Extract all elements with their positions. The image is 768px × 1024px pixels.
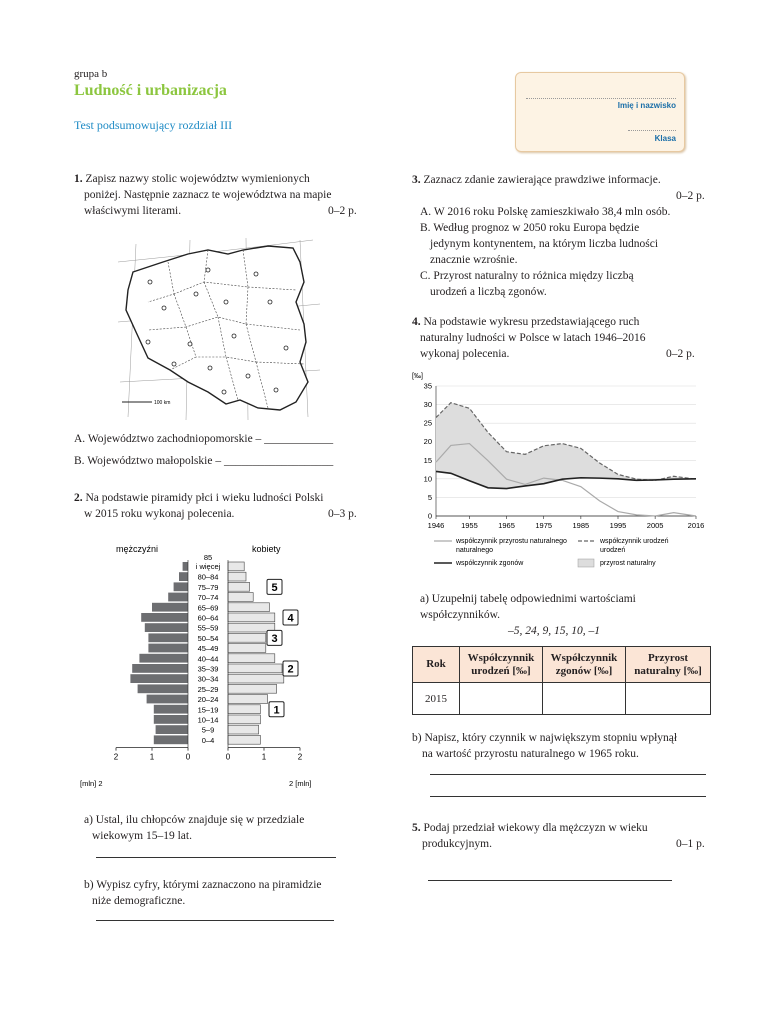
q4b-line1: b) Napisz, który czynnik w największym stopniu wpłynął — [412, 732, 678, 744]
table-header-births: Współczynnik urodzeń [‰] — [460, 647, 543, 683]
q3-option-c-line2: urodzeń a liczbą zgonów. — [430, 286, 547, 298]
q3-number: 3. — [412, 174, 421, 186]
pyramid-bar-female — [228, 582, 250, 591]
pyramid-bar-female — [228, 715, 260, 724]
legend-births: współczynnik urodzeń — [600, 538, 669, 545]
pyramid-age-label: 55–59 — [197, 623, 219, 633]
pyramid-age-label: 25–29 — [197, 684, 219, 694]
pyramid-age-label: 10–14 — [197, 715, 219, 725]
table-cell-deaths[interactable] — [543, 683, 626, 715]
q4-number: 4. — [412, 316, 421, 328]
pyramid-age-label: 75–79 — [197, 582, 219, 592]
chart-legend — [434, 538, 669, 567]
q1-answer-b[interactable]: B. Województwo małopolskie – ___________________ — [74, 455, 334, 467]
pyramid-bar-female — [228, 603, 269, 612]
pyramid-bar-male — [139, 654, 188, 663]
pyramid-marker-label: 4 — [287, 612, 294, 625]
pyramid-age-label: 30–34 — [197, 674, 219, 684]
pyramid-age-label: 40–44 — [197, 654, 219, 664]
coefficients-table — [412, 646, 711, 715]
pyramid-age-label: 35–39 — [197, 664, 219, 674]
pyramid-bar-male — [174, 582, 188, 591]
q4-values: –5, 24, 9, 15, 10, –1 — [508, 625, 600, 637]
pyramid-age-label: i więcej — [195, 562, 221, 571]
pyramid-tick-label: 2 — [297, 752, 303, 762]
chart-xtick-label: 1995 — [609, 521, 627, 530]
scale-label: 100 km — [154, 400, 171, 406]
q4-line3: wykonaj polecenia. — [420, 348, 510, 360]
table-cell-year: 2015 — [413, 683, 460, 715]
chart-xtick-label: 2016 — [687, 521, 705, 530]
name-line[interactable] — [526, 98, 676, 99]
chart-xtick-label: 1975 — [535, 521, 553, 530]
chart-ytick-label: 10 — [423, 474, 432, 484]
poland-outline — [126, 246, 308, 410]
pyramid-bar-female — [228, 654, 275, 663]
group-label: grupa b — [74, 68, 108, 80]
pyramid-marker-label: 5 — [271, 581, 278, 594]
table-header-year: Rok — [413, 647, 460, 683]
q5-number: 5. — [412, 822, 421, 834]
pyramid-tick-label: 1 — [149, 752, 155, 762]
pyramid-bar-female — [228, 572, 246, 581]
chart-ytick-label: 15 — [423, 455, 432, 465]
q2-line1: 2. Na podstawie piramidy płci i wieku ludności Polski — [74, 492, 324, 504]
pyramid-age-label: 70–74 — [197, 593, 219, 603]
chart-xtick-label: 1946 — [427, 521, 445, 530]
q5-points: 0–1 p. — [676, 838, 705, 850]
chart-xtick-label: 1985 — [572, 521, 590, 530]
pyramid-bar-male — [152, 603, 188, 612]
pyramid-bar-female — [228, 562, 244, 571]
pyramid-bar-male — [183, 562, 188, 571]
q3-option-a[interactable]: A. W 2016 roku Polskę zamieszkiwało 38,4 mln osób. — [420, 206, 671, 218]
pyramid-bar-female — [228, 633, 266, 642]
pyramid-bar-female — [228, 674, 284, 683]
pyramid-age-label: 15–19 — [197, 705, 219, 715]
q4b-line2: na wartość przyrostu naturalnego w 1965 roku. — [422, 748, 639, 760]
pyramid-bar-male — [154, 715, 188, 724]
pyramid-bar-male — [147, 695, 188, 704]
pyramid-bar-female — [228, 593, 253, 602]
chart-ytick-label: 30 — [423, 400, 432, 410]
class-label: Klasa — [654, 134, 676, 143]
poland-map — [108, 232, 326, 424]
pyramid-age-label: 0–4 — [201, 735, 215, 745]
pyramid-bar-female — [228, 735, 260, 744]
q4-line1: 4. Na podstawie wykresu przedstawiającego ruch — [412, 316, 640, 328]
q1-number: 1. — [74, 173, 83, 185]
pyramid-bar-female — [228, 705, 260, 714]
pyramid-tick-label: 0 — [185, 752, 191, 762]
q4b-answer-line2[interactable] — [430, 796, 706, 797]
pyramid-bar-male — [154, 705, 188, 714]
legend-deaths: współczynnik zgonów — [456, 560, 524, 567]
pyramid-bar-male — [156, 725, 188, 734]
chart-xtick-label: 2005 — [646, 521, 664, 530]
pyramid-bar-female — [228, 613, 275, 622]
q1-answer-a[interactable]: A. Województwo zachodniopomorskie – ____________ — [74, 433, 334, 445]
q2-points: 0–3 p. — [328, 508, 357, 520]
pyramid-female-label: kobiety — [252, 544, 281, 554]
q1-points: 0–2 p. — [328, 205, 357, 217]
legend-swatch-growth — [578, 559, 594, 567]
q2a-line1: a) Ustal, ilu chłopców znajduje się w przedziale — [84, 814, 305, 826]
pyramid-unit-left: [mln] 2 — [80, 779, 103, 788]
pyramid-age-label: 45–49 — [197, 644, 219, 654]
q4-points: 0–2 p. — [666, 348, 695, 360]
pyramid-marker-label: 3 — [271, 632, 278, 645]
pyramid-unit-right: 2 [mln] — [289, 779, 312, 788]
chart-ytick-label: 5 — [427, 492, 432, 502]
q3-line1: 3. Zaznacz zdanie zawierające prawdziwe informacje. — [412, 174, 661, 186]
q2a-answer-line[interactable] — [96, 857, 336, 858]
legend-rate: współczynnik przyrostu naturalnego — [456, 538, 567, 545]
name-label: Imię i nazwisko — [617, 101, 676, 110]
class-line[interactable] — [628, 130, 676, 131]
table-header-growth: Przyrost naturalny [‰] — [626, 647, 711, 683]
q1-line3: właściwymi literami. — [84, 205, 182, 217]
legend-births-cont: urodzeń — [600, 547, 626, 554]
q5-line1: 5. Podaj przedział wiekowy dla mężczyzn w wieku — [412, 822, 648, 834]
q2b-answer-line[interactable] — [96, 920, 334, 921]
chart-ytick-label: 20 — [423, 437, 432, 447]
pyramid-age-label: 5–9 — [201, 725, 215, 735]
pyramid-bar-male — [130, 674, 188, 683]
pyramid-male-label: mężczyźni — [116, 544, 159, 554]
q3-option-b-line3: znacznie wzrośnie. — [430, 254, 518, 266]
pyramid-age-label: 60–64 — [197, 613, 219, 623]
pyramid-bar-male — [154, 735, 188, 744]
table-cell-births[interactable] — [460, 683, 543, 715]
q5-answer-line[interactable] — [428, 880, 672, 881]
chart-ytick-label: 0 — [427, 511, 432, 521]
q3-option-c-line1[interactable]: C. Przyrost naturalny to różnica między liczbą — [420, 270, 634, 282]
q2-line2: w 2015 roku wykonaj polecenia. — [84, 508, 235, 520]
chart-ytick-label: 25 — [423, 418, 432, 428]
q2-number: 2. — [74, 492, 83, 504]
pyramid-bar-female — [228, 664, 282, 673]
pyramid-bar-male — [148, 633, 188, 642]
q3-option-b-line1[interactable]: B. Według prognoz w 2050 roku Europa będzie — [420, 222, 640, 234]
q2b-line1: b) Wypisz cyfry, którymi zaznaczono na piramidzie — [84, 879, 322, 891]
population-pyramid — [80, 538, 344, 790]
pyramid-age-label: 80–84 — [197, 572, 219, 582]
q2a-line2: wiekowym 15–19 lat. — [92, 830, 192, 842]
q4-line2: naturalny ludności w Polsce w latach 1946–2016 — [420, 332, 646, 344]
pyramid-marker-label: 2 — [287, 663, 294, 676]
chart-xtick-label: 1965 — [498, 521, 515, 530]
page-subtitle: Test podsumowujący rozdział III — [74, 118, 233, 132]
q3-option-b-line2: jedynym kontynentem, na którym liczba ludności — [430, 238, 659, 250]
name-box — [515, 72, 685, 152]
pyramid-bar-male — [148, 644, 188, 653]
pyramid-bar-male — [132, 664, 188, 673]
legend-growth: przyrost naturalny — [600, 560, 656, 567]
q4a-line2: współczynników. — [420, 609, 501, 621]
pyramid-bar-female — [228, 684, 277, 693]
natural-movement-chart — [400, 366, 710, 576]
pyramid-tick-label: 2 — [113, 752, 119, 762]
chart-ytick-label: 35 — [423, 381, 432, 391]
pyramid-bar-female — [228, 725, 259, 734]
pyramid-bar-male — [138, 684, 188, 693]
pyramid-age-label: 20–24 — [197, 695, 219, 705]
pyramid-age-label: 50–54 — [197, 633, 219, 643]
table-header-deaths: Współczynnik zgonów [‰] — [543, 647, 626, 683]
q5-line2: produkcyjnym. — [422, 838, 492, 850]
pyramid-bar-male — [179, 572, 188, 581]
pyramid-bar-female — [228, 644, 266, 653]
q2b-line2: niże demograficzne. — [92, 895, 186, 907]
pyramid-marker-label: 1 — [273, 704, 280, 717]
q4b-answer-line1[interactable] — [430, 774, 706, 775]
page-title: Ludność i urbanizacja — [74, 82, 227, 99]
q1-line1: 1. Zapisz nazwy stolic województw wymienionych — [74, 173, 310, 185]
pyramid-bar-female — [228, 695, 268, 704]
pyramid-bar-male — [141, 613, 188, 622]
q1-line2: poniżej. Następnie zaznacz te województwa na mapie — [84, 189, 332, 201]
table-cell-growth[interactable] — [626, 683, 711, 715]
chart-xtick-label: 1955 — [461, 521, 478, 530]
pyramid-bar-male — [168, 593, 188, 602]
pyramid-tick-label: 0 — [225, 752, 231, 762]
pyramid-age-label: 85 — [203, 553, 213, 562]
chart-ylabel: [‰] — [412, 373, 423, 380]
legend-rate-cont: naturalnego — [456, 547, 493, 554]
q3-points: 0–2 p. — [676, 190, 705, 202]
pyramid-age-label: 65–69 — [197, 603, 219, 613]
pyramid-bar-male — [145, 623, 188, 632]
q4a-line1: a) Uzupełnij tabelę odpowiednimi wartościami — [420, 593, 636, 605]
pyramid-tick-label: 1 — [261, 752, 267, 762]
